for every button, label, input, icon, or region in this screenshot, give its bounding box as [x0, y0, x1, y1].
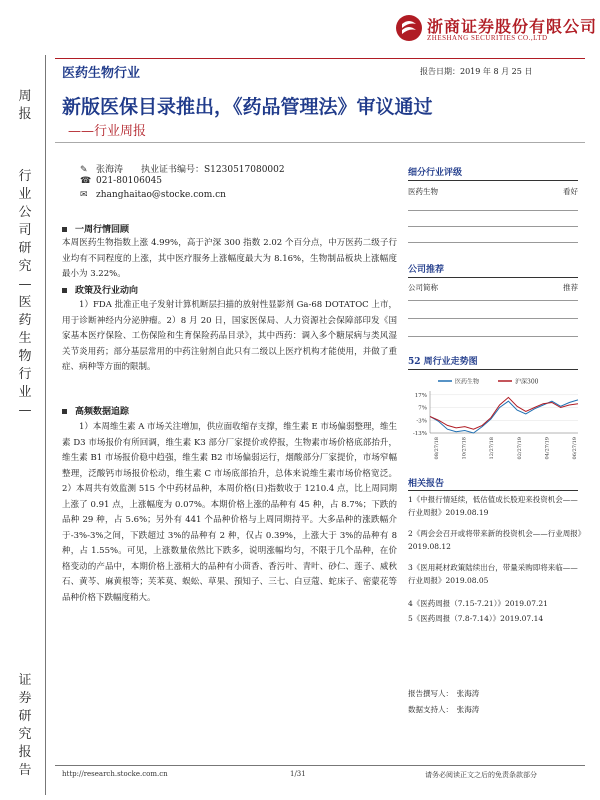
- section-data-heading: 高频数据追踪: [62, 404, 129, 417]
- series-line-1: [430, 397, 578, 429]
- section-review-text: 本周医药生物指数上涨 4.99%，高于沪深 300 指数 2.02 个百分点，中万医药二级子行业均有不同程度的上涨，其中医疗服务上涨幅度最大为 8.16%，生物制品板块上涨幅度最小为 3.22%。: [62, 238, 397, 279]
- chart-plot: [430, 397, 578, 433]
- chart-divider: [408, 369, 578, 370]
- recommendation-col-rating: 推荐: [563, 283, 578, 292]
- bullet-square-icon: [62, 227, 67, 232]
- report-date: 报告日期：2019 年 8 月 25 日: [420, 67, 533, 76]
- recommendation-line-2: [408, 318, 578, 319]
- header-divider: [55, 58, 585, 59]
- footer-url[interactable]: http://research.stocke.com.cn: [62, 770, 168, 778]
- x-tick-label: 10/27/18: [461, 437, 468, 460]
- related-report-1[interactable]: 1《中报行情延续，低估值成长股迎来投资机会——行业周报》2019.08.19: [408, 495, 578, 517]
- related-report-5[interactable]: 5《医药周报（7.8-7.14）》2019.07.14: [408, 614, 544, 623]
- recommendation-col-name: 公司简称: [408, 283, 438, 292]
- related-heading: 相关报告: [408, 479, 445, 489]
- pen-icon: ✎: [80, 165, 88, 175]
- trend-chart: [408, 375, 583, 470]
- recommendation-line-1: [408, 300, 578, 301]
- company-name-en: ZHESHANG SECURITIES CO.,LTD: [427, 34, 548, 42]
- rating-heading: 细分行业评级: [408, 168, 463, 178]
- recommendation-line-3: [408, 336, 578, 337]
- chart-axes: [413, 391, 578, 459]
- section-policy-text: 1）FDA 批准正电子发射计算机断层扫描的放射性显影剂 Ga-68 DOTATOC 上市，用于诊断神经内分泌肿瘤。2）8 月 20 日，国家医保局、人力资源社会保障部印发《国家基本医疗保险、工伤保险和生育保险药品目录》，其中西药：调入多个糖尿病与类风湿关节炎用药；部分基层常用的中药注射剂自此只有二级以上医疗机构才能使用，并做了重症、病种等方面的限制。: [62, 300, 397, 372]
- recommendation-header-row: [408, 282, 578, 293]
- recommendation-divider: [408, 277, 578, 278]
- email-line: [80, 190, 226, 200]
- title-divider: [55, 142, 585, 143]
- rating-divider: [408, 180, 578, 181]
- section-policy-heading: 政策及行业动向: [62, 283, 138, 296]
- y-tick-label: 17%: [414, 392, 427, 399]
- author-name: 张海涛 执业证书编号：S1230517080002: [96, 165, 285, 175]
- related-divider: [408, 490, 578, 491]
- rating-line-2: [408, 226, 578, 227]
- y-tick-label: -13%: [412, 431, 427, 437]
- x-tick-label: 08/27/18: [434, 437, 440, 460]
- sidebar-bottom-label: 证券研究报告: [18, 673, 32, 778]
- legend-label-0: 医药生物: [455, 378, 480, 386]
- report-title: 新版医保目录推出，《药品管理法》审议通过: [62, 96, 433, 118]
- x-tick-label: 02/27/19: [516, 437, 523, 460]
- sidebar-middle-label: 行业公司研究—医药生物行业—: [18, 169, 32, 418]
- related-report-3[interactable]: 3《医用耗材政策陆续出台，带量采购即将来临——行业周报》2019.08.05: [408, 563, 578, 585]
- page-number: 1/31: [290, 770, 306, 778]
- chart-heading: 52 周行业走势图: [408, 357, 478, 367]
- email-icon: ✉: [80, 190, 88, 200]
- x-tick-label: 06/27/19: [572, 437, 578, 460]
- bullet-square-icon: [62, 409, 67, 414]
- author-phone: 021-80106045: [96, 176, 163, 186]
- phone-icon: ☎: [80, 176, 92, 186]
- rating-sector: 医药生物: [408, 187, 438, 196]
- rating-value: 看好: [563, 187, 578, 196]
- section-review-heading: 一周行情回顾: [62, 222, 129, 235]
- company-logo-icon: [395, 14, 423, 42]
- industry-label: 医药生物行业: [62, 66, 141, 81]
- rating-line-3: [408, 242, 578, 243]
- y-tick-label: 7%: [418, 405, 427, 412]
- related-report-2[interactable]: 2《两会会召开或将带来新的投资机会——行业周报》2019.08.12: [408, 529, 582, 551]
- y-tick-label: -3%: [416, 418, 427, 425]
- author-line: [80, 162, 285, 175]
- legend-label-1: 沪深300: [515, 378, 539, 386]
- phone-line: [80, 176, 162, 186]
- report-writer: 报告撰写人： 张海涛: [408, 689, 480, 698]
- recommendation-heading: 公司推荐: [408, 265, 445, 275]
- footer-divider: [55, 765, 585, 766]
- related-report-4[interactable]: 4《医药周报（7.15-7.21）》2019.07.21: [408, 599, 548, 608]
- author-email[interactable]: zhanghaitao@stocke.com.cn: [96, 190, 226, 200]
- report-subtitle: ——行业周报: [68, 124, 147, 139]
- x-tick-label: 12/27/18: [489, 437, 496, 460]
- company-logo: [395, 10, 598, 50]
- bullet-square-icon: [62, 288, 67, 293]
- section-data-text: 1）本周维生素 A 市场关注增加，供应面收缩存支撑，维生素 E 市场偏弱整理，维生素 D3 市场报价有所回调，维生素 K3 部分厂家提价或停报，生物素市场价格底部抬升，维生素 B1 市场报价稳中趋强，维生素 B2 市场偏弱运行，烟酸部分厂家提价，市场窄幅整理，泛酸钙市场报价松动，维生素 C 市场底部抬升，总体来说维生素市场价格宽泛。2）本周共有效监测 515 个中药材品种，本周价格(日)指数收于 1210.4 点，比上周同期上涨了 0.91 点，上涨幅度为 0.07%。本期价格上涨的品种有 45 种，占 8.7%；下跌的品种 29 种，占 5.6%；另外有 441 个品种价格与上周同期持平。大多品种的涨跌幅介于-3%-3%之间，下跌超过 3%的品种有 2 种，仅占 0.39%，上涨大于 3%的品种有 8 种，占 1.55%。可见，上涨数量依然比下跌多，说明涨幅均匀，不限于几个品种，在价格变动的产品中，本期价格上涨稍大的品种有小茴香、香污叶、青叶、砂仁、莲子、威秋石、黄芩、麻黄根等；芙苯莫、蜈蚣、草果、預知子、三七、白豆蔻、蛇床子、密蒙花等品种价格下跌幅度稍大。: [62, 422, 397, 603]
- company-name-cn: 浙商证券股份有限公司: [427, 17, 598, 36]
- rating-row: [408, 186, 578, 197]
- x-tick-label: 04/27/19: [544, 437, 551, 460]
- chart-legend: [438, 378, 539, 386]
- sidebar-top-label: 周报: [18, 89, 32, 122]
- footer-disclaimer: 请务必阅读正文之后的免责条款部分: [425, 771, 537, 779]
- data-supporter: 数据支持人： 张海涛: [408, 705, 480, 714]
- sidebar-divider: [45, 55, 46, 795]
- rating-line-1: [408, 210, 578, 211]
